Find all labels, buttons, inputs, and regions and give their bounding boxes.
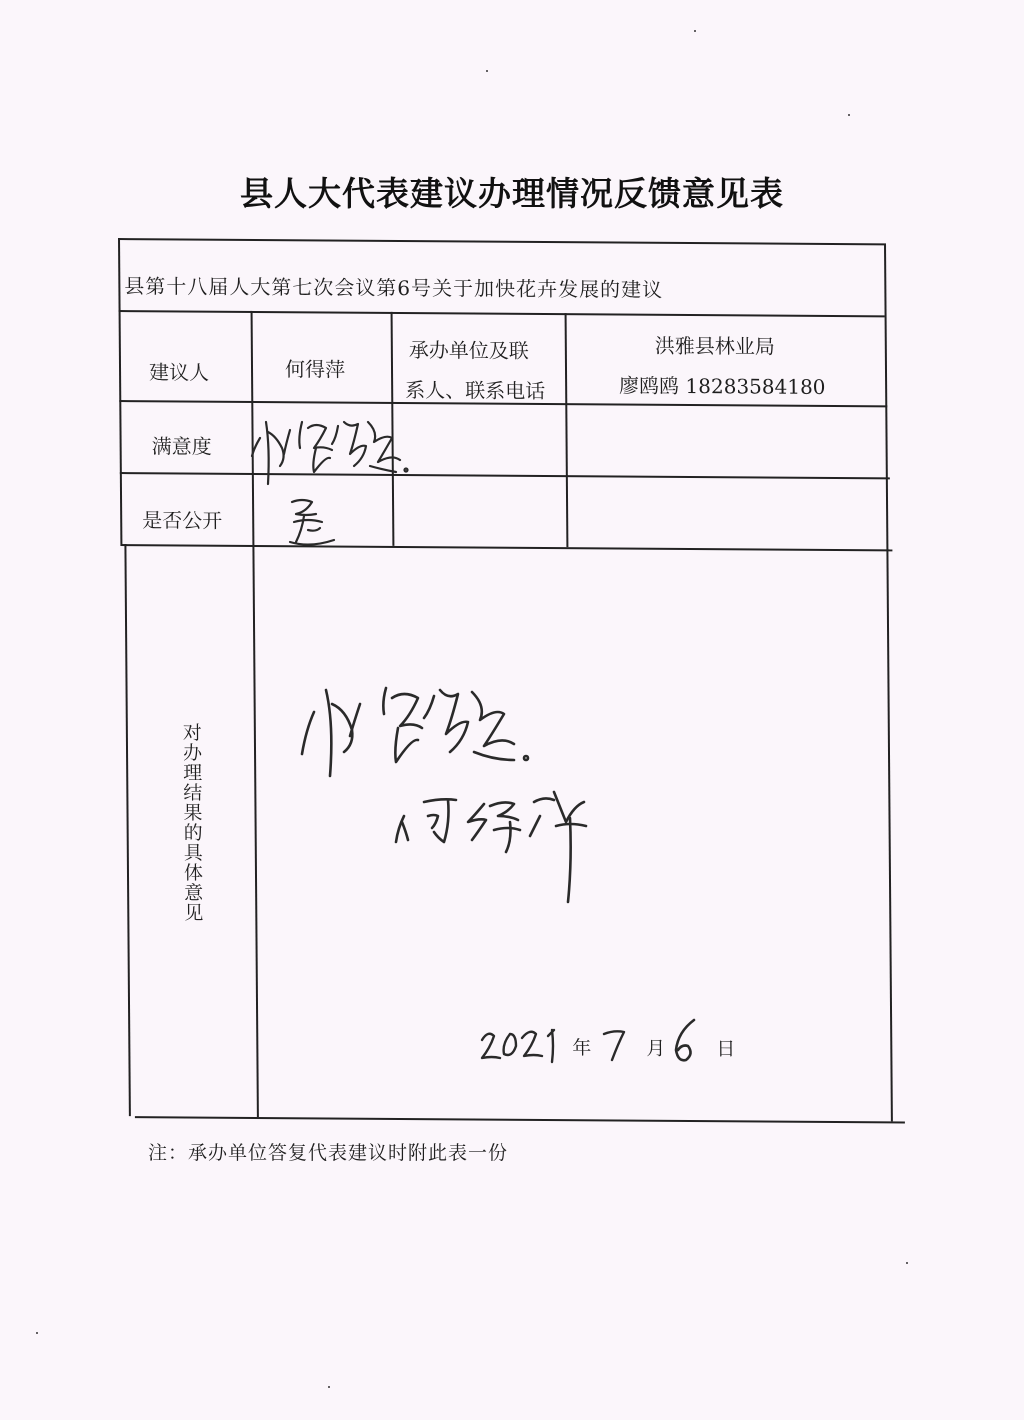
public-label: 是否公开 [142, 508, 223, 533]
opinion-label: 对办理结果的具体意见 [179, 722, 204, 923]
handler-label-line1: 承办单位及联 [408, 338, 529, 363]
scan-speck [486, 70, 488, 72]
handwritten-signature [394, 782, 604, 912]
handwritten-date-day [668, 1016, 702, 1068]
page-title: 县人大代表建议办理情况反馈意见表 [240, 174, 784, 213]
table-border-right [884, 243, 892, 1121]
handwritten-opinion [300, 674, 540, 784]
handler-label-line2: 系人、联系电话 [405, 378, 546, 403]
scan-speck [328, 1386, 330, 1388]
handwritten-date-month [600, 1026, 630, 1068]
date-year-char: 年 [572, 1037, 592, 1060]
handler-unit: 洪雅县林业局 [654, 333, 775, 359]
scan-speck [694, 30, 696, 32]
date-month-char: 月 [646, 1037, 666, 1060]
row-divider-public [120, 544, 892, 551]
scan-speck [36, 1332, 38, 1334]
table-border-left-lower [124, 544, 130, 1116]
date-day-char: 日 [716, 1038, 736, 1061]
handler-contact: 廖鸥鸥 18283584180 [619, 373, 826, 399]
proposer-name: 何得萍 [284, 357, 346, 382]
table-border-top [118, 238, 884, 245]
proposer-label: 建议人 [148, 360, 210, 385]
handwritten-date-year [478, 1022, 568, 1070]
handwritten-satisfaction [246, 408, 416, 490]
scan-speck [848, 114, 850, 116]
proposal-topic: 县第十八届人大第七次会议第6号关于加快花卉发展的建议 [124, 274, 664, 302]
row-divider-satisfaction [120, 472, 890, 479]
table-border-bottom [135, 1116, 905, 1123]
footnote: 注：承办单位答复代表建议时附此表一份 [148, 1142, 509, 1164]
column-divider-3 [565, 313, 568, 547]
scan-speck [906, 1262, 908, 1264]
row-divider-topic [119, 310, 885, 317]
table-border-left [118, 238, 122, 544]
satisfaction-label: 满意度 [151, 434, 212, 459]
handwritten-public [286, 494, 346, 552]
